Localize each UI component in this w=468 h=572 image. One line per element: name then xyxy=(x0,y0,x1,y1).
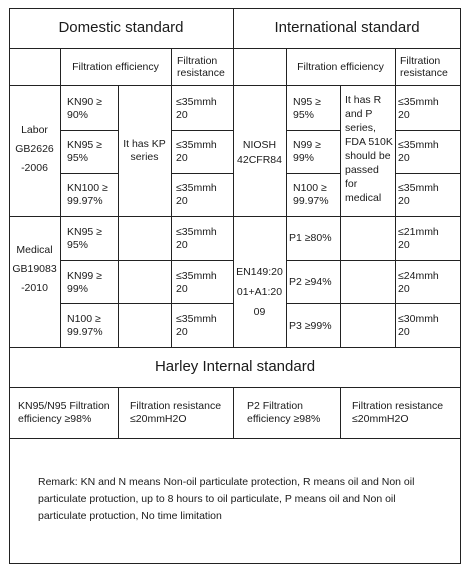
international-resistance-header: Filtration xyxy=(400,55,441,67)
labor-note-cell: It has KP xyxy=(123,138,166,150)
harley-cell: ≤20mmH2O xyxy=(130,413,187,425)
medical-efficiency-cell: KN95 ≥ xyxy=(67,226,102,238)
labor-efficiency-cell: KN95 ≥ xyxy=(67,139,102,151)
international-efficiency-header: Filtration efficiency xyxy=(297,61,384,73)
labor-efficiency-cell: 99.97% xyxy=(67,195,103,207)
divider xyxy=(233,387,234,438)
labor-efficiency-cell: KN100 ≥ xyxy=(67,182,108,194)
harley-cell: Filtration resistance xyxy=(130,400,222,412)
niosh-note-cell: medical xyxy=(345,192,382,204)
labor-resistance-cell: ≤35mmh xyxy=(176,139,217,151)
medical-resistance-cell: 20 xyxy=(176,283,188,295)
divider xyxy=(286,173,340,174)
niosh-note-cell: for xyxy=(345,178,358,190)
harley-cell: ≤20mmH2O xyxy=(352,413,409,425)
en149-resistance-cell: 20 xyxy=(398,326,410,338)
en149-efficiency-cell: P3 ≥99% xyxy=(289,320,332,332)
divider xyxy=(9,438,461,439)
en149-standard-label: EN149:20 xyxy=(236,266,283,278)
divider xyxy=(118,387,119,438)
medical-standard-label: -2010 xyxy=(21,282,48,294)
divider xyxy=(9,85,461,86)
labor-note-cell: series xyxy=(130,151,159,163)
labor-efficiency-cell: KN90 ≥ xyxy=(67,96,102,108)
niosh-efficiency-cell: N99 ≥ xyxy=(293,139,321,151)
niosh-resistance-cell: 20 xyxy=(398,195,410,207)
divider xyxy=(171,130,233,131)
labor-resistance-cell: 20 xyxy=(176,109,188,121)
en149-resistance-cell: ≤30mmh xyxy=(398,313,439,325)
labor-resistance-cell: ≤35mmh xyxy=(176,96,217,108)
medical-resistance-cell: ≤35mmh xyxy=(176,270,217,282)
medical-resistance-cell: 20 xyxy=(176,326,188,338)
labor-standard-label: GB2626 xyxy=(15,143,54,155)
niosh-standard-label: 42CFR84 xyxy=(237,154,282,166)
en149-resistance-cell: ≤21mmh xyxy=(398,226,439,238)
niosh-efficiency-cell: 99.97% xyxy=(293,195,329,207)
harley-cell: P2 Filtration xyxy=(247,400,304,412)
domestic-standard-header: Domestic standard xyxy=(58,19,184,36)
labor-resistance-cell: 20 xyxy=(176,152,188,164)
niosh-resistance-cell: 20 xyxy=(398,152,410,164)
divider xyxy=(9,48,461,49)
divider xyxy=(395,173,461,174)
divider xyxy=(340,85,341,347)
en149-resistance-cell: ≤24mmh xyxy=(398,270,439,282)
niosh-resistance-cell: ≤35mmh xyxy=(398,139,439,151)
niosh-efficiency-cell: 95% xyxy=(293,109,315,121)
medical-standard-label: GB19083 xyxy=(12,263,57,275)
divider xyxy=(286,260,461,261)
niosh-note-cell: passed xyxy=(345,164,379,176)
niosh-resistance-cell: ≤35mmh xyxy=(398,96,439,108)
international-standard-header: International standard xyxy=(274,19,420,36)
divider xyxy=(286,130,340,131)
niosh-efficiency-cell: 99% xyxy=(293,152,315,164)
medical-efficiency-cell: 99.97% xyxy=(67,326,103,338)
divider xyxy=(60,260,233,261)
divider xyxy=(9,347,461,348)
niosh-note-cell: should be xyxy=(345,150,391,162)
niosh-note-cell: series, xyxy=(345,122,376,134)
medical-efficiency-cell: N100 ≥ xyxy=(67,313,101,325)
labor-efficiency-cell: 90% xyxy=(67,109,89,121)
divider xyxy=(395,48,396,347)
labor-standard-label: Labor xyxy=(21,124,48,136)
international-resistance-header: resistance xyxy=(400,67,448,79)
niosh-resistance-cell: 20 xyxy=(398,109,410,121)
en149-efficiency-cell: P1 ≥80% xyxy=(289,232,332,244)
niosh-resistance-cell: ≤35mmh xyxy=(398,182,439,194)
harley-cell: efficiency ≥98% xyxy=(247,413,321,425)
divider xyxy=(60,303,233,304)
divider xyxy=(118,85,119,347)
en149-standard-label: 09 xyxy=(253,306,266,318)
niosh-note-cell: It has R xyxy=(345,94,382,106)
medical-efficiency-cell: 99% xyxy=(67,283,89,295)
divider xyxy=(171,48,172,347)
medical-efficiency-cell: 95% xyxy=(67,239,89,251)
harley-standard-header: Harley Internal standard xyxy=(154,358,316,375)
divider xyxy=(9,216,461,217)
niosh-efficiency-cell: N100 ≥ xyxy=(293,182,327,194)
labor-standard-label: -2006 xyxy=(21,162,48,174)
niosh-efficiency-cell: N95 ≥ xyxy=(293,96,321,108)
remark-text: Remark: KN and N means Non-oil particulate protection, R means oil and Non oil particulate protuction, up to 8 hours to oil particulate, P means oil and Non oil particulate protuction, No time limitation xyxy=(38,476,415,522)
niosh-standard-label: NIOSH xyxy=(242,139,277,151)
labor-resistance-cell: 20 xyxy=(176,195,188,207)
niosh-note-cell: and P xyxy=(345,108,373,120)
harley-cell: Filtration resistance xyxy=(352,400,444,412)
divider xyxy=(395,130,461,131)
labor-efficiency-cell: 95% xyxy=(67,152,89,164)
domestic-efficiency-header: Filtration efficiency xyxy=(72,61,159,73)
en149-standard-label: 01+A1:20 xyxy=(236,286,283,298)
niosh-note-cell: FDA 510K xyxy=(345,136,393,148)
harley-cell: KN95/N95 Filtration xyxy=(18,400,110,412)
divider xyxy=(60,48,61,347)
medical-standard-label: Medical xyxy=(16,244,53,256)
en149-resistance-cell: 20 xyxy=(398,283,410,295)
divider xyxy=(286,303,461,304)
medical-resistance-cell: ≤35mmh xyxy=(176,313,217,325)
harley-cell: efficiency ≥98% xyxy=(18,413,92,425)
divider xyxy=(340,387,341,438)
medical-resistance-cell: ≤35mmh xyxy=(176,226,217,238)
labor-resistance-cell: ≤35mmh xyxy=(176,182,217,194)
divider xyxy=(171,173,233,174)
en149-efficiency-cell: P2 ≥94% xyxy=(289,276,332,288)
en149-resistance-cell: 20 xyxy=(398,239,410,251)
domestic-resistance-header: resistance xyxy=(177,67,225,79)
divider xyxy=(286,48,287,347)
domestic-resistance-header: Filtration xyxy=(177,55,218,67)
medical-resistance-cell: 20 xyxy=(176,239,188,251)
divider xyxy=(60,173,118,174)
divider xyxy=(60,130,118,131)
divider xyxy=(9,387,461,388)
medical-efficiency-cell: KN99 ≥ xyxy=(67,270,102,282)
